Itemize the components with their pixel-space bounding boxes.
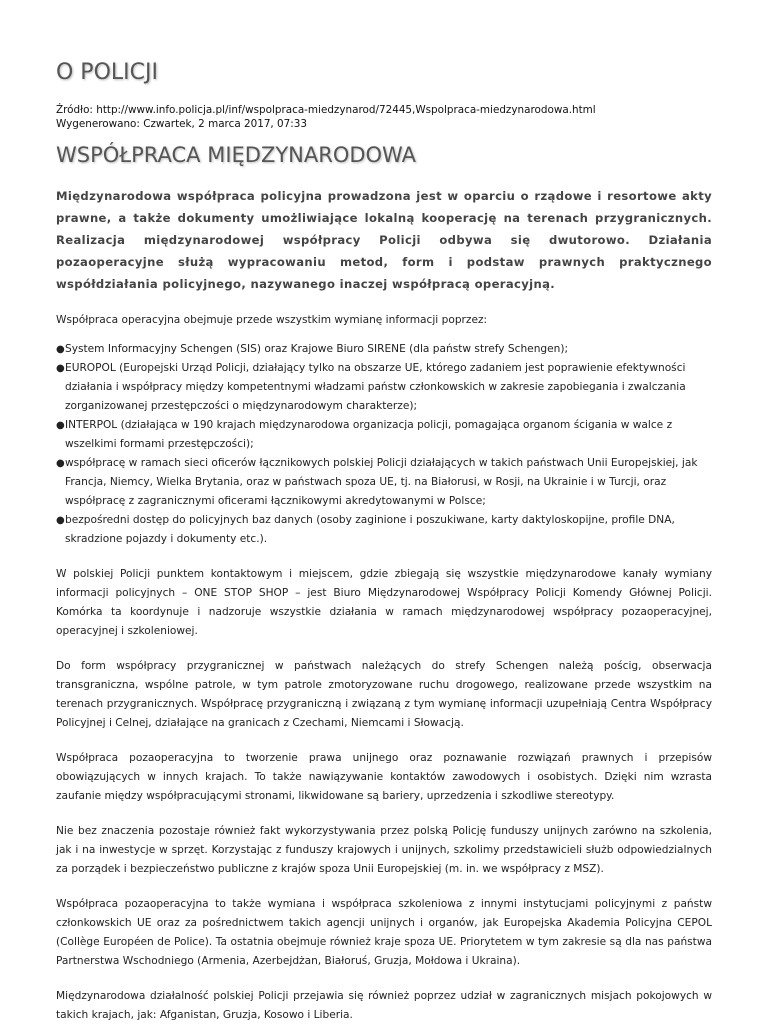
list-intro: Współpraca operacyjna obejmuje przede wszystkim wymianę informacji poprzez: [56,314,488,326]
bullet-icon: ● [56,420,65,431]
list-item: ● EUROPOL (Europejski Urząd Policji, działający tylko na obszarze UE, którego zadaniem jest poprawienie efektywności działania i współpracy między kompetentnymi władzami państw członkowskich w zakresie zapobiegania i zwalczania zorganizowanej przestępczości o międzynarodowym charakterze); [65,359,712,416]
exchange-channels-list [56,340,712,549]
source-url-line: Źródło: http://www.info.policja.pl/inf/wspolpraca-miedzynarod/72445,Wspolpraca-miedzynarodowa.html [56,104,596,116]
paragraph-training: Współpraca pozaoperacyjna to także wymiana i współpraca szkoleniowa z innymi instytucjami policyjnymi z państw członkowskich UE oraz za pośrednictwem takich agencji unijnych i organów, jak Europejska Akademia Policyjna CEPOL (Collège Européen de Police). Ta ostatnia obejmuje również kraje spoza UE. Priorytetem w tym zakresie są dla nas państwa Partnerstwa Wschodniego (Armenia, Azerbejdżan, Białoruś, Gruzja, Mołdowa i Ukraina). [56,898,712,967]
list-item: ● współpracę w ramach sieci oficerów łącznikowych polskiej Policji działających w takich państwach Unii Europejskiej, jak Francja, Niemcy, Wielka Brytania, oraz w państwach spoza UE, tj. na Białorusi, w Rosji, na Ukrainie i w Turcji, oraz współpracę z zagranicznymi oficerami łącznikowymi akredytowanymi w Polsce; [65,454,712,511]
article-lead: Międzynarodowa współpraca policyjna prowadzona jest w oparciu o rządowe i resortowe akty prawne, a także dokumenty umożliwiające lokalną kooperację na terenach przygranicznych. Realizacja międzynarodowej współpracy Policji odbywa się dwutorowo. Działania pozaoperacyjne służą wypracowaniu metod, form i podstaw prawnych praktycznego współdziałania policyjnego, nazywanego inaczej współpracą operacyjną. [56,189,712,291]
paragraph-border-cooperation: Do form współpracy przygranicznej w państwach należących do strefy Schengen należą pościg, obserwacja transgraniczna, wspólne patrole, w tym patrole zmotoryzowane ruchu drogowego, realizowane przede wszystkim na terenach przygranicznych. Współpracę przygraniczną i związaną z tym wymianę informacji uzupełniają Centra Współpracy Policyjnej i Celnej, działające na granicach z Czechami, Niemcami i Słowacją. [56,660,712,729]
paragraph-peace-missions: Międzynarodowa działalność polskiej Policji przejawia się również poprzez udział w zagranicznych misjach pokojowych w takich krajach, jak: Afganistan, Gruzja, Kosowo i Liberia. [56,990,712,1021]
bullet-icon: ● [56,344,65,355]
bullet-icon: ● [56,458,65,469]
paragraph-non-operational: Współpraca pozaoperacyjna to tworzenie prawa unijnego oraz poznawanie rozwiązań prawnych i przepisów obowiązujących w innych krajach. To także nawiązywanie kontaktów zawodowych i osobistych. Dzięki nim wzrasta zaufanie między współpracującymi stronami, likwidowane są bariery, uprzedzenia i szkodliwe stereotypy. [56,752,712,802]
site-title: O POLICJI [56,60,158,85]
article-title: WSPÓŁPRACA MIĘDZYNARODOWA [56,143,417,167]
paragraph-contact-point: W polskiej Policji punktem kontaktowym i miejscem, gdzie zbiegają się wszystkie międzynarodowe kanały wymiany informacji policyjnych – ONE STOP SHOP – jest Biuro Międzynarodowej Współpracy Policji Komendy Głównej Policji. Komórka ta koordynuje i nadzoruje wszystkie działania w ramach międzynarodowej współpracy pozaoperacyjnej, operacyjnej i szkoleniowej. [56,568,712,637]
list-item: ● bezpośredni dostęp do policyjnych baz danych (osoby zaginione i poszukiwane, karty daktyloskopijne, profile DNA, skradzione pojazdy i dokumenty etc.). [65,511,712,549]
bullet-icon: ● [56,515,65,526]
source-meta [56,103,712,131]
list-item: ● System Informacyjny Schengen (SIS) oraz Krajowe Biuro SIRENE (dla państw strefy Schengen); [65,340,712,359]
bullet-icon: ● [56,363,65,374]
list-item: ● INTERPOL (działająca w 190 krajach międzynarodowa organizacja policji, pomagająca organom ścigania w walce z wszelkimi formami przestępczości); [65,416,712,454]
generated-date-line: Wygenerowano: Czwartek, 2 marca 2017, 07:33 [56,118,307,130]
paragraph-eu-funds: Nie bez znaczenia pozostaje również fakt wykorzystywania przez polską Policję funduszy unijnych zarówno na szkolenia, jak i na inwestycje w sprzęt. Korzystając z funduszy krajowych i unijnych, szkolimy przedstawicieli służb odpowiedzialnych za porządek i bezpieczeństwo publiczne z krajów spoza Unii Europejskiej (m. in. we współpracy z MSZ). [56,825,712,875]
